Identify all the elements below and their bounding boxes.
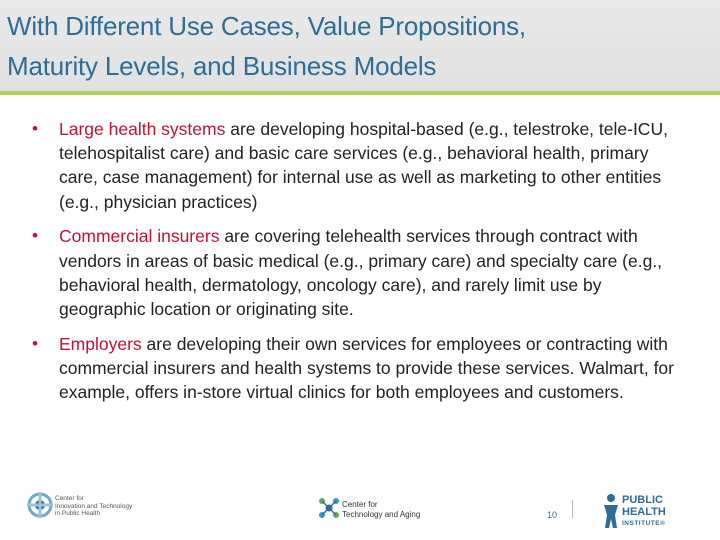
bullet-highlight: Commercial insurers xyxy=(59,226,220,247)
phi-figure-icon xyxy=(602,493,620,529)
phi-logo-line-2: HEALTH xyxy=(622,505,666,518)
citph-logo xyxy=(27,490,167,524)
bullet-item-health-systems xyxy=(32,117,692,214)
bullet-text: are covering telehealth services through contract with vendors in areas of basic medical (e.g., primary care) and specialty care (e.g., behavioral health, dermatology, oncology care), and rarely limit use by geographic location or originating site. xyxy=(59,226,663,319)
bullet-item-employers xyxy=(32,332,692,405)
bullet-highlight: Employers xyxy=(59,333,142,354)
title-bar xyxy=(0,0,720,91)
slide-title-line-1: With Different Use Cases, Value Propositions, xyxy=(7,11,526,41)
page-number: 10 xyxy=(547,510,558,520)
bullet-text: are developing hospital-based (e.g., telestroke, tele-ICU, telehospitalist care) and basic care services (e.g., behavioral health, primary care, case management) for internal use as well as marketing to other entities (e.g., physician practices) xyxy=(59,119,668,212)
bullet-text: are developing their own services for employees or contracting with commercial insurers and health systems to provide these services. Walmart, for example, offers in-store virtual clinics for both employees and customers. xyxy=(59,333,674,403)
slide-title-line-2: Maturity Levels, and Business Models xyxy=(7,51,437,81)
bullet-highlight: Large health systems xyxy=(59,119,226,139)
cta-logo-line-2: Technology and Aging xyxy=(342,509,421,519)
bullet-dot-icon: • xyxy=(32,333,38,353)
phi-logo-line-3: INSTITUTE® xyxy=(622,520,666,527)
citph-emblem-icon xyxy=(27,490,53,520)
citph-logo-line-3: in Public Health xyxy=(55,510,101,517)
cta-logo-line-1: Center for xyxy=(342,500,378,509)
footer xyxy=(0,488,720,540)
bullet-list xyxy=(32,117,692,415)
citph-logo-line-1: Center for xyxy=(55,495,84,502)
bullet-item-insurers xyxy=(32,224,692,321)
title-accent-line xyxy=(0,91,720,95)
bullet-dot-icon: • xyxy=(32,226,38,246)
cta-logo xyxy=(318,496,438,522)
footer-divider xyxy=(572,500,573,518)
citph-logo-line-2: Innovation and Technology xyxy=(55,502,133,510)
cta-emblem-icon xyxy=(318,496,340,520)
bullet-dot-icon: • xyxy=(32,119,38,138)
slide-title xyxy=(7,6,713,86)
phi-logo-line-1: PUBLIC xyxy=(622,494,663,506)
phi-logo xyxy=(602,493,682,531)
